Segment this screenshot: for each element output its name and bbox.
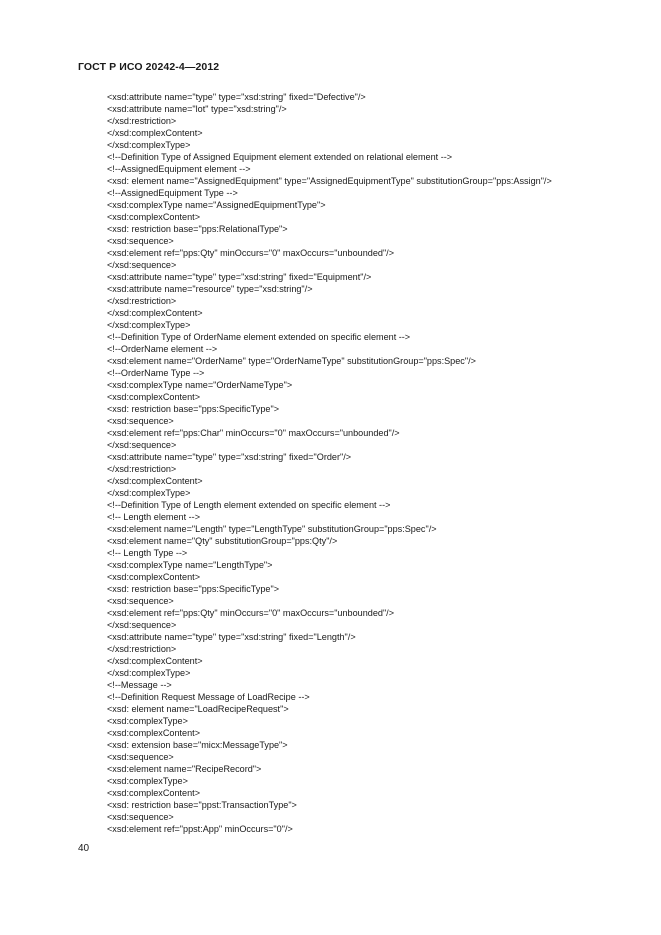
code-line: <xsd:element name="Qty" substitutionGroup="pps:Qty"/> — [107, 536, 338, 546]
code-line: <!--OrderName Type --> — [107, 368, 205, 378]
code-line: <!--Definition Type of Assigned Equipment element extended on relational element --> — [107, 152, 453, 162]
xml-schema-listing — [107, 91, 647, 835]
code-line: <xsd:sequence> — [107, 416, 174, 426]
code-line: <xsd:element ref="pps:Char" minOccurs="0" maxOccurs="unbounded"/> — [107, 428, 400, 438]
code-line: <!--AssignedEquipment element --> — [107, 164, 251, 174]
code-line: <xsd:attribute name="type" type="xsd:string" fixed="Length"/> — [107, 632, 356, 642]
code-line: <xsd: restriction base="pps:SpecificType"> — [107, 584, 279, 594]
code-line: <!--Definition Request Message of LoadRecipe --> — [107, 692, 310, 702]
code-line: </xsd:restriction> — [107, 644, 177, 654]
code-line: <xsd:sequence> — [107, 812, 174, 822]
code-line: <xsd:element ref="ppst:App" minOccurs="0"/> — [107, 824, 293, 834]
code-line: <xsd:complexContent> — [107, 212, 201, 222]
code-line: <xsd:complexType name="AssignedEquipmentType"> — [107, 200, 326, 210]
code-line: <xsd:element name="Length" type="LengthType" substitutionGroup="pps:Spec"/> — [107, 524, 437, 534]
code-line: <xsd:complexType> — [107, 776, 188, 786]
code-line: </xsd:complexType> — [107, 488, 191, 498]
code-line: <xsd:attribute name="type" type="xsd:string" fixed="Equipment"/> — [107, 272, 372, 282]
code-line: </xsd:complexType> — [107, 668, 191, 678]
code-line: <!--Definition Type of OrderName element extended on specific element --> — [107, 332, 411, 342]
code-line: <xsd:complexContent> — [107, 572, 201, 582]
code-line: <xsd:element ref="pps:Qty" minOccurs="0" maxOccurs="unbounded"/> — [107, 248, 395, 258]
code-line: <xsd: restriction base="pps:RelationalType"> — [107, 224, 288, 234]
code-line: <xsd:sequence> — [107, 596, 174, 606]
code-line: <xsd:sequence> — [107, 752, 174, 762]
code-line: <xsd:attribute name="type" type="xsd:string" fixed="Defective"/> — [107, 92, 366, 102]
code-line: <xsd:sequence> — [107, 236, 174, 246]
code-line: <xsd: restriction base="ppst:TransactionType"> — [107, 800, 297, 810]
code-line: <xsd:element name="RecipeRecord"> — [107, 764, 262, 774]
code-line: </xsd:restriction> — [107, 296, 177, 306]
code-line: <!--AssignedEquipment Type --> — [107, 188, 238, 198]
document-header: ГОСТ Р ИСО 20242-4—2012 — [78, 61, 220, 73]
code-line: <xsd:complexType name="LengthType"> — [107, 560, 273, 570]
code-line: <xsd: element name="LoadRecipeRequest"> — [107, 704, 289, 714]
page-number: 40 — [78, 843, 90, 854]
code-line: </xsd:restriction> — [107, 464, 177, 474]
code-line: <!--Message --> — [107, 680, 172, 690]
code-line: </xsd:complexType> — [107, 320, 191, 330]
code-line: <xsd: extension base="micx:MessageType"> — [107, 740, 288, 750]
code-line: <xsd: element name="AssignedEquipment" type="AssignedEquipmentType" substitutionGroup="pps:Assign"/> — [107, 176, 552, 186]
code-line: <xsd:complexContent> — [107, 788, 201, 798]
code-line: </xsd:restriction> — [107, 116, 177, 126]
code-line: <!-- Length Type --> — [107, 548, 188, 558]
code-line: <xsd: restriction base="pps:SpecificType"> — [107, 404, 279, 414]
code-line: </xsd:complexContent> — [107, 656, 203, 666]
code-line: </xsd:sequence> — [107, 440, 177, 450]
code-line: </xsd:complexContent> — [107, 308, 203, 318]
code-line: <!--OrderName element --> — [107, 344, 218, 354]
code-line: <xsd:complexType> — [107, 716, 188, 726]
code-line: </xsd:complexType> — [107, 140, 191, 150]
code-line: <xsd:complexContent> — [107, 728, 201, 738]
code-line: <xsd:element name="OrderName" type="OrderNameType" substitutionGroup="pps:Spec"/> — [107, 356, 476, 366]
code-line: <xsd:complexContent> — [107, 392, 201, 402]
code-line: <xsd:attribute name="lot" type="xsd:string"/> — [107, 104, 287, 114]
code-line: </xsd:sequence> — [107, 260, 177, 270]
code-line: </xsd:complexContent> — [107, 476, 203, 486]
code-line: </xsd:complexContent> — [107, 128, 203, 138]
code-line: <xsd:attribute name="type" type="xsd:string" fixed="Order"/> — [107, 452, 352, 462]
code-line: </xsd:sequence> — [107, 620, 177, 630]
code-line: <xsd:complexType name="OrderNameType"> — [107, 380, 293, 390]
code-line: <!--Definition Type of Length element extended on specific element --> — [107, 500, 391, 510]
code-line: <xsd:element ref="pps:Qty" minOccurs="0" maxOccurs="unbounded"/> — [107, 608, 395, 618]
code-line: <!-- Length element --> — [107, 512, 201, 522]
code-line: <xsd:attribute name="resource" type="xsd:string"/> — [107, 284, 313, 294]
